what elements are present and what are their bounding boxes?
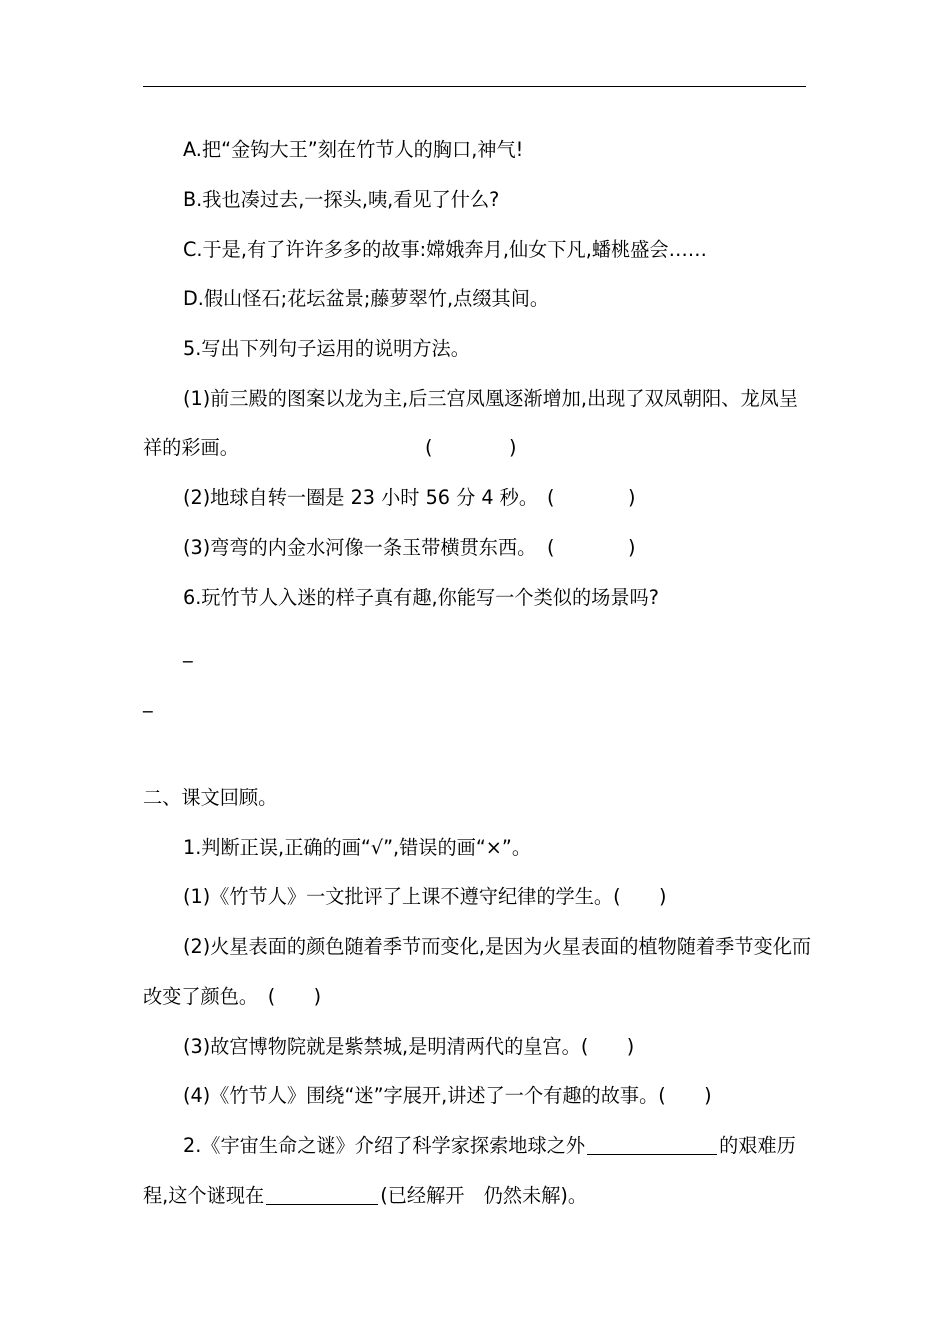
option-a: A.把“金钩大王”刻在竹节人的胸口,神气! [183, 138, 524, 161]
option-b: B.我也凑过去,一探头,咦,看见了什么? [183, 188, 500, 211]
judgment-item-2-line-2: 改变了颜色。 ( ) [143, 985, 322, 1008]
option-d: D.假山怪石;花坛盆景;藤萝翠竹,点缀其间。 [183, 287, 550, 310]
question-5-title: 5.写出下列句子运用的说明方法。 [183, 337, 470, 360]
option-c: C.于是,有了许许多多的故事:嫦娥奔月,仙女下凡,蟠桃盛会…… [183, 238, 707, 261]
question-5-item-3-paren-close: ) [628, 536, 636, 559]
fill-in-line-2-after: (已经解开 仍然未解)。 [380, 1184, 588, 1207]
question-5-item-2: (2)地球自转一圈是 23 小时 56 分 4 秒。 [183, 486, 539, 509]
fill-in-line-1-after: 的艰难历 [719, 1134, 796, 1157]
question-6-answer-line-1: _ [183, 640, 193, 663]
judgment-item-4: (4)《竹节人》围绕“迷”字展开,讲述了一个有趣的故事。( ) [183, 1084, 712, 1107]
question-5-item-1-paren-close: ) [509, 436, 517, 459]
fill-in-line-2-before: 程,这个谜现在 [143, 1184, 265, 1207]
fill-in-blank-1 [587, 1138, 717, 1155]
judgment-item-1: (1)《竹节人》一文批评了上课不遵守纪律的学生。( ) [183, 885, 667, 908]
question-6-answer-line-2: _ [143, 690, 153, 713]
fill-in-blank-2 [266, 1188, 378, 1205]
fill-in-line-1-before: 2.《宇宙生命之谜》介绍了科学家探索地球之外 [183, 1134, 586, 1157]
fill-in-question-line-1 [183, 1134, 796, 1158]
question-5-item-3-paren-open: ( [547, 536, 555, 559]
section-heading: 二、课文回顾。 [143, 786, 278, 809]
question-5-item-2-paren-close: ) [628, 486, 636, 509]
judgment-item-3: (3)故宫博物院就是紫禁城,是明清两代的皇宫。( ) [183, 1035, 635, 1058]
question-5-item-2-paren-open: ( [547, 486, 555, 509]
question-6-title: 6.玩竹节人入迷的样子真有趣,你能写一个类似的场景吗? [183, 586, 659, 609]
header-rule [143, 86, 806, 87]
question-5-item-1-line-2: 祥的彩画。 [143, 436, 239, 459]
question-5-item-1-line-1: (1)前三殿的图案以龙为主,后三宫凤凰逐渐增加,出现了双凤朝阳、龙凤呈 [183, 387, 799, 410]
question-5-item-3: (3)弯弯的内金水河像一条玉带横贯东西。 [183, 536, 537, 559]
judgment-item-2-line-1: (2)火星表面的颜色随着季节而变化,是因为火星表面的植物随着季节变化而 [183, 935, 812, 958]
fill-in-question-line-2 [143, 1184, 587, 1208]
judgment-title: 1.判断正误,正确的画“√”,错误的画“×”。 [183, 836, 532, 859]
question-5-item-1-paren-open: ( [425, 436, 433, 459]
